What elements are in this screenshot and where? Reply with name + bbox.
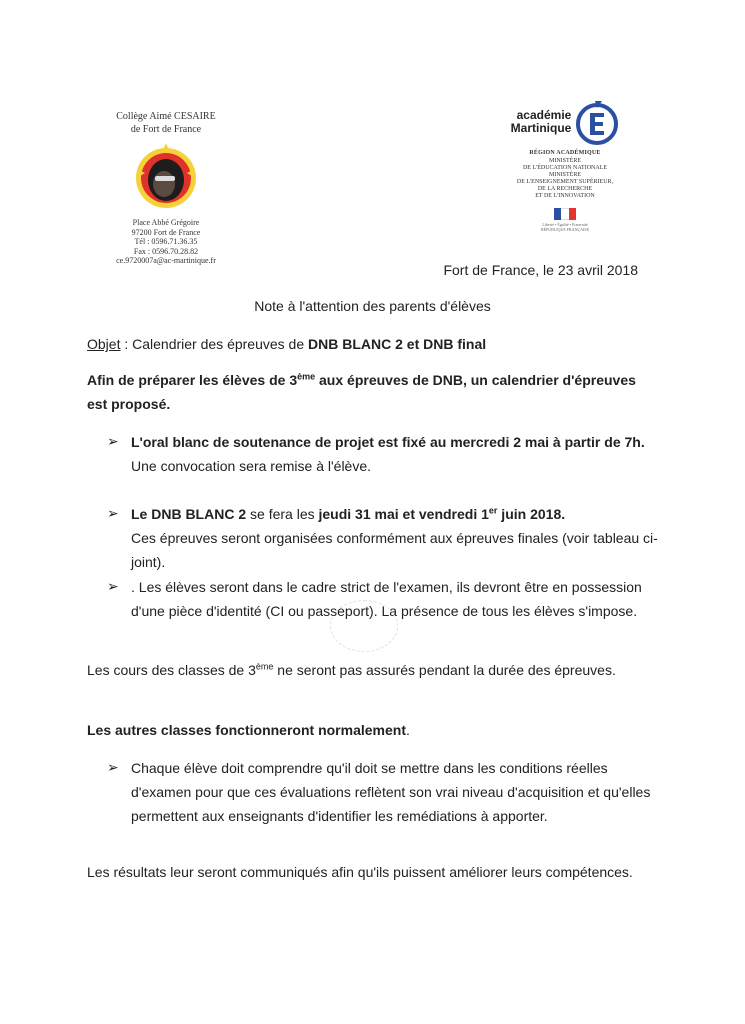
bullet-dnb-blanc xyxy=(131,502,661,574)
autres-classes-paragraph xyxy=(87,718,657,742)
school-address-1: Place Abbé Grégoire xyxy=(132,218,200,227)
faded-stamp-icon xyxy=(330,600,398,652)
intro-paragraph xyxy=(87,368,657,416)
bullet-arrow-icon: ➢ xyxy=(107,578,119,594)
bullet-arrow-icon: ➢ xyxy=(107,505,119,521)
ministry-line-6: ET DE L'INNOVATION xyxy=(535,193,595,199)
dnb-blanc-details: Ces épreuves seront organisées conformément aux épreuves finales (voir tableau ci-joint). xyxy=(131,530,658,570)
subject-text: : Calendrier des épreuves de xyxy=(120,336,309,352)
oral-blanc-bold: L'oral blanc de soutenance de projet est fixé au mercredi 2 mai à partir de 7h. xyxy=(131,434,645,450)
french-flag-icon xyxy=(554,208,576,220)
academy-letterhead xyxy=(500,98,630,232)
flag-caption-1: Liberté • Égalité • Fraternité xyxy=(542,222,588,227)
bullet-conditions: Chaque élève doit comprendre qu'il doit se mettre dans les conditions réelles d'examen pour que ces évaluations reflètent son vrai niveau d'acquisition et qu'elles permettent aux enseignants d'identifier les remédiations à apporter. xyxy=(131,760,651,824)
academy-logo-icon xyxy=(575,99,619,145)
academy-name-1: académie xyxy=(516,108,572,122)
school-address-2: 97200 Fort de France xyxy=(131,227,201,237)
bullet-oral-blanc xyxy=(131,430,661,478)
region-academique: RÉGION ACADÉMIQUE xyxy=(529,150,601,156)
ministry-line-2: DE L'ÉDUCATION NATIONALE xyxy=(522,165,608,171)
ministry-line-1: MINISTÈRE xyxy=(549,158,581,164)
dnb-blanc-sup: er xyxy=(488,505,498,516)
dnb-blanc-dates: jeudi 31 mai et vendredi 1 xyxy=(318,506,489,522)
letter-recipient-note: Note à l'attention des parents d'élèves xyxy=(254,298,491,314)
school-name-line1: Collège Aimé CESAIRE xyxy=(116,111,216,122)
dnb-blanc-label: Le DNB BLANC 2 xyxy=(131,506,247,522)
ministry-line-4: DE L'ENSEIGNEMENT SUPÉRIEUR, xyxy=(516,179,614,185)
school-name-line2: de Fort de France xyxy=(130,124,202,135)
bullet-arrow-icon: ➢ xyxy=(107,433,119,449)
autres-classes-bold: Les autres classes fonctionneront normalement xyxy=(87,722,406,738)
subject-label: Objet xyxy=(87,336,121,352)
intro-text-a: Afin de préparer les élèves de 3 xyxy=(87,372,298,388)
cours-paragraph xyxy=(87,658,657,682)
final-paragraph: Les résultats leur seront communiqués afin qu'ils puissent améliorer leurs compétences. xyxy=(87,864,633,880)
cours-text-a: Les cours des classes de 3 xyxy=(87,662,256,678)
subject-bold: DNB BLANC 2 et DNB final xyxy=(308,336,487,352)
bullet-arrow-icon: ➢ xyxy=(107,759,119,775)
cours-text-b: ne seront pas assurés pendant la durée des épreuves. xyxy=(273,662,616,678)
cours-sup: ème xyxy=(255,661,274,672)
intro-sup: ème xyxy=(297,371,316,382)
ministry-line-3: MINISTÈRE xyxy=(549,172,581,178)
school-fax: Fax : 0596.70.28.82 xyxy=(133,246,199,256)
school-letterhead xyxy=(96,110,236,266)
school-phone: Tél : 0596.71.36.35 xyxy=(134,237,198,246)
letter-subject xyxy=(87,336,486,352)
oral-blanc-text: Une convocation sera remise à l'élève. xyxy=(131,458,372,474)
intro-text-b: aux épreuves de DNB, un calendrier d'épreuves est proposé. xyxy=(87,372,636,412)
ministry-line-5: DE LA RECHERCHE xyxy=(537,186,593,192)
bullet-exam-rules: . Les élèves seront dans le cadre strict de l'examen, ils devront être en possession d'une pièce d'identité (CI ou passeport). La présence de tous les élèves s'impose. xyxy=(131,579,642,619)
academy-name-2: Martinique xyxy=(510,121,572,135)
dnb-blanc-text: se fera les xyxy=(246,506,319,522)
letter-date: Fort de France, le 23 avril 2018 xyxy=(443,262,638,278)
dnb-blanc-year: juin 2018. xyxy=(497,506,566,522)
school-logo-icon xyxy=(131,140,201,212)
school-email: ce.9720007a@ac-martinique.fr xyxy=(116,256,216,265)
flag-caption-2: RÉPUBLIQUE FRANÇAISE xyxy=(540,227,590,232)
autres-classes-period: . xyxy=(405,722,410,738)
